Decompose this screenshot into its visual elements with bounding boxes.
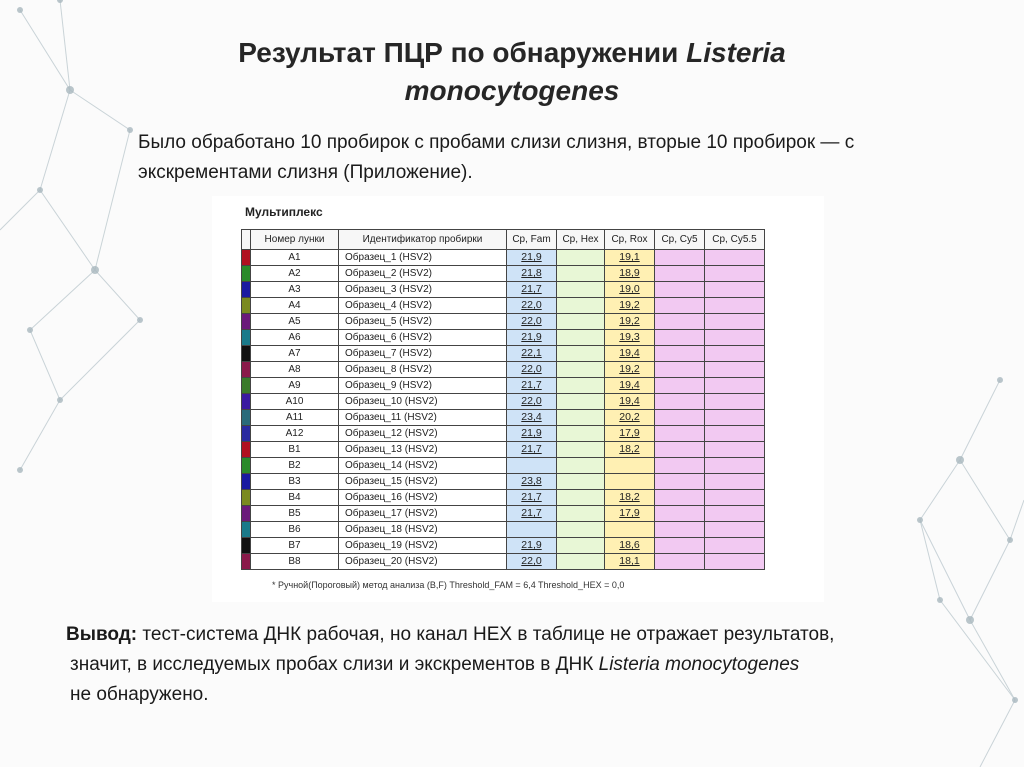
cp-cy5-cell <box>655 314 705 330</box>
cp-cy5-cell <box>655 362 705 378</box>
cp-hex-cell <box>557 394 605 410</box>
cp-hex-cell <box>557 442 605 458</box>
cp-rox-cell <box>605 522 655 538</box>
table-row <box>242 538 765 554</box>
cp-hex-cell <box>557 522 605 538</box>
sample-id-cell: Образец_4 (HSV2) <box>339 298 507 314</box>
cp-rox-cell <box>605 458 655 474</box>
well-cell: A5 <box>251 314 339 330</box>
well-color-strip <box>242 538 251 554</box>
cp-cy55-cell <box>705 442 765 458</box>
cp-hex-cell <box>557 330 605 346</box>
well-cell: A2 <box>251 266 339 282</box>
cp-hex-cell <box>557 474 605 490</box>
table-row <box>242 314 765 330</box>
cp-fam-cell: 23,8 <box>507 474 557 490</box>
well-color-strip <box>242 266 251 282</box>
sample-id-cell: Образец_5 (HSV2) <box>339 314 507 330</box>
sample-id-cell: Образец_3 (HSV2) <box>339 282 507 298</box>
sample-id-cell: Образец_2 (HSV2) <box>339 266 507 282</box>
cp-cy5-cell <box>655 394 705 410</box>
cp-fam-cell: 22,1 <box>507 346 557 362</box>
sample-id-cell: Образец_9 (HSV2) <box>339 378 507 394</box>
table-row <box>242 330 765 346</box>
table-row <box>242 458 765 474</box>
well-color-strip <box>242 394 251 410</box>
well-color-strip <box>242 362 251 378</box>
title-prefix: Результат ПЦР по обнаружении <box>238 37 687 68</box>
cp-cy55-cell <box>705 266 765 282</box>
cp-fam-cell: 21,9 <box>507 426 557 442</box>
cp-rox-cell: 18,1 <box>605 554 655 570</box>
well-color-strip <box>242 426 251 442</box>
well-color-strip <box>242 250 251 266</box>
cp-rox-cell: 19,2 <box>605 298 655 314</box>
cp-rox-cell <box>605 474 655 490</box>
header-cell: Cp, Fam <box>507 230 557 250</box>
cp-rox-cell: 19,4 <box>605 394 655 410</box>
well-cell: A7 <box>251 346 339 362</box>
well-color-strip <box>242 554 251 570</box>
header-cell: Cp, Cy5 <box>655 230 705 250</box>
sample-id-cell: Образец_18 (HSV2) <box>339 522 507 538</box>
sample-id-cell: Образец_1 (HSV2) <box>339 250 507 266</box>
well-color-strip <box>242 522 251 538</box>
cp-hex-cell <box>557 538 605 554</box>
sample-id-cell: Образец_10 (HSV2) <box>339 394 507 410</box>
cp-rox-cell: 18,6 <box>605 538 655 554</box>
cp-cy55-cell <box>705 250 765 266</box>
table-row <box>242 362 765 378</box>
sample-id-cell: Образец_15 (HSV2) <box>339 474 507 490</box>
cp-hex-cell <box>557 314 605 330</box>
cp-cy55-cell <box>705 394 765 410</box>
well-color-strip <box>242 314 251 330</box>
cp-cy5-cell <box>655 506 705 522</box>
cp-cy55-cell <box>705 410 765 426</box>
cp-hex-cell <box>557 410 605 426</box>
cp-fam-cell: 21,7 <box>507 490 557 506</box>
cp-rox-cell: 18,2 <box>605 490 655 506</box>
pcr-results-table <box>241 229 765 570</box>
cp-cy5-cell <box>655 346 705 362</box>
cp-rox-cell: 19,4 <box>605 346 655 362</box>
conclusion-line-1 <box>66 620 946 650</box>
well-cell: A8 <box>251 362 339 378</box>
header-cell: Номер лунки <box>251 230 339 250</box>
cp-rox-cell: 19,4 <box>605 378 655 394</box>
well-color-strip <box>242 506 251 522</box>
cp-hex-cell <box>557 346 605 362</box>
cp-hex-cell <box>557 378 605 394</box>
table-row <box>242 474 765 490</box>
cp-cy55-cell <box>705 490 765 506</box>
well-color-strip <box>242 474 251 490</box>
cp-hex-cell <box>557 298 605 314</box>
cp-cy5-cell <box>655 426 705 442</box>
sample-id-cell: Образец_19 (HSV2) <box>339 538 507 554</box>
sample-id-cell: Образец_14 (HSV2) <box>339 458 507 474</box>
well-cell: A11 <box>251 410 339 426</box>
well-cell: A10 <box>251 394 339 410</box>
cp-rox-cell: 18,2 <box>605 442 655 458</box>
cp-cy55-cell <box>705 474 765 490</box>
cp-hex-cell <box>557 266 605 282</box>
well-cell: A4 <box>251 298 339 314</box>
well-color-strip <box>242 282 251 298</box>
table-row <box>242 298 765 314</box>
cp-fam-cell: 22,0 <box>507 394 557 410</box>
table-row <box>242 410 765 426</box>
table-row <box>242 506 765 522</box>
conclusion-text-2: значит, в исследуемых пробах слизи и экскрементов в ДНК <box>70 654 599 675</box>
cp-hex-cell <box>557 458 605 474</box>
cp-fam-cell: 21,7 <box>507 378 557 394</box>
cp-cy5-cell <box>655 458 705 474</box>
sample-id-cell: Образец_16 (HSV2) <box>339 490 507 506</box>
well-cell: B5 <box>251 506 339 522</box>
conclusion-italic-species: Listeria monocytogenes <box>598 654 800 675</box>
sample-id-cell: Образец_7 (HSV2) <box>339 346 507 362</box>
pcr-results-table-image <box>212 196 824 602</box>
cp-fam-cell: 21,8 <box>507 266 557 282</box>
cp-cy5-cell <box>655 410 705 426</box>
cp-fam-cell: 22,0 <box>507 362 557 378</box>
header-cell: Cp, Cy5.5 <box>705 230 765 250</box>
cp-rox-cell: 17,9 <box>605 426 655 442</box>
cp-cy5-cell <box>655 474 705 490</box>
cp-hex-cell <box>557 250 605 266</box>
sample-id-cell: Образец_20 (HSV2) <box>339 554 507 570</box>
cp-cy5-cell <box>655 266 705 282</box>
well-color-strip <box>242 490 251 506</box>
cp-hex-cell <box>557 554 605 570</box>
cp-cy55-cell <box>705 378 765 394</box>
cp-cy55-cell <box>705 362 765 378</box>
title-italic-species: monocytogenes <box>404 75 620 106</box>
cp-cy5-cell <box>655 538 705 554</box>
table-row <box>242 426 765 442</box>
conclusion-text-1: тест-система ДНК рабочая, но канал HEX в таблице не отражает результатов, <box>137 624 835 645</box>
cp-cy5-cell <box>655 298 705 314</box>
cp-cy55-cell <box>705 554 765 570</box>
table-heading: Мультиплекс <box>245 205 323 219</box>
cp-cy55-cell <box>705 506 765 522</box>
cp-rox-cell: 19,0 <box>605 282 655 298</box>
cp-fam-cell: 21,9 <box>507 250 557 266</box>
well-cell: B2 <box>251 458 339 474</box>
header-cell: Cp, Hex <box>557 230 605 250</box>
cp-cy55-cell <box>705 314 765 330</box>
cp-cy55-cell <box>705 538 765 554</box>
table-footnote: * Ручной(Пороговый) метод анализа (B,F) Threshold_FAM = 6,4 Threshold_HEX = 0,0 <box>272 580 625 590</box>
table-row <box>242 266 765 282</box>
well-color-strip <box>242 330 251 346</box>
header-cell: Cp, Rox <box>605 230 655 250</box>
cp-hex-cell <box>557 506 605 522</box>
cp-fam-cell: 22,0 <box>507 298 557 314</box>
cp-fam-cell: 22,0 <box>507 554 557 570</box>
conclusion-label: Вывод: <box>66 624 138 645</box>
well-cell: A1 <box>251 250 339 266</box>
table-row <box>242 378 765 394</box>
header-cell: Идентификатор пробирки <box>339 230 507 250</box>
cp-fam-cell <box>507 458 557 474</box>
cp-fam-cell: 21,7 <box>507 282 557 298</box>
cp-cy5-cell <box>655 378 705 394</box>
well-cell: A9 <box>251 378 339 394</box>
cp-cy55-cell <box>705 282 765 298</box>
cp-hex-cell <box>557 426 605 442</box>
cp-cy5-cell <box>655 250 705 266</box>
cp-rox-cell: 19,2 <box>605 362 655 378</box>
cp-cy55-cell <box>705 346 765 362</box>
sample-id-cell: Образец_13 (HSV2) <box>339 442 507 458</box>
well-color-strip <box>242 410 251 426</box>
cp-rox-cell: 19,3 <box>605 330 655 346</box>
well-cell: A3 <box>251 282 339 298</box>
title-italic-genus: Listeria <box>686 37 786 68</box>
table-row <box>242 554 765 570</box>
well-cell: B8 <box>251 554 339 570</box>
conclusion-line-3: не обнаружено. <box>70 684 209 705</box>
well-cell: B7 <box>251 538 339 554</box>
cp-cy55-cell <box>705 330 765 346</box>
cp-fam-cell: 21,9 <box>507 538 557 554</box>
table-row <box>242 346 765 362</box>
conclusion-line-2 <box>66 650 946 680</box>
conclusion-text <box>66 620 946 710</box>
slide-title <box>100 34 924 110</box>
well-color-strip <box>242 298 251 314</box>
cp-cy55-cell <box>705 458 765 474</box>
cp-fam-cell: 21,7 <box>507 442 557 458</box>
header-color-strip <box>242 230 251 250</box>
cp-fam-cell: 23,4 <box>507 410 557 426</box>
well-cell: B1 <box>251 442 339 458</box>
cp-hex-cell <box>557 282 605 298</box>
cp-rox-cell: 20,2 <box>605 410 655 426</box>
well-cell: A12 <box>251 426 339 442</box>
cp-cy5-cell <box>655 522 705 538</box>
cp-cy5-cell <box>655 330 705 346</box>
well-color-strip <box>242 378 251 394</box>
cp-rox-cell: 18,9 <box>605 266 655 282</box>
cp-cy55-cell <box>705 522 765 538</box>
well-cell: A6 <box>251 330 339 346</box>
well-color-strip <box>242 458 251 474</box>
table-row <box>242 394 765 410</box>
well-cell: B3 <box>251 474 339 490</box>
table-row <box>242 522 765 538</box>
well-cell: B4 <box>251 490 339 506</box>
cp-fam-cell: 22,0 <box>507 314 557 330</box>
cp-cy5-cell <box>655 442 705 458</box>
cp-cy55-cell <box>705 426 765 442</box>
cp-cy5-cell <box>655 490 705 506</box>
sample-id-cell: Образец_8 (HSV2) <box>339 362 507 378</box>
sample-id-cell: Образец_17 (HSV2) <box>339 506 507 522</box>
well-color-strip <box>242 442 251 458</box>
cp-fam-cell: 21,7 <box>507 506 557 522</box>
cp-fam-cell: 21,9 <box>507 330 557 346</box>
sample-id-cell: Образец_6 (HSV2) <box>339 330 507 346</box>
cp-rox-cell: 19,2 <box>605 314 655 330</box>
cp-cy55-cell <box>705 298 765 314</box>
table-row <box>242 282 765 298</box>
cp-rox-cell: 17,9 <box>605 506 655 522</box>
well-cell: B6 <box>251 522 339 538</box>
cp-cy5-cell <box>655 554 705 570</box>
table-row <box>242 442 765 458</box>
cp-rox-cell: 19,1 <box>605 250 655 266</box>
table-row <box>242 490 765 506</box>
cp-fam-cell <box>507 522 557 538</box>
cp-hex-cell <box>557 362 605 378</box>
well-color-strip <box>242 346 251 362</box>
cp-cy5-cell <box>655 282 705 298</box>
sample-id-cell: Образец_12 (HSV2) <box>339 426 507 442</box>
intro-text: Было обработано 10 пробирок с пробами слизи слизня, вторые 10 пробирок — с экскрементами слизня (Приложение). <box>138 132 855 183</box>
table-row <box>242 250 765 266</box>
cp-hex-cell <box>557 490 605 506</box>
table-header-row <box>242 230 765 250</box>
sample-id-cell: Образец_11 (HSV2) <box>339 410 507 426</box>
